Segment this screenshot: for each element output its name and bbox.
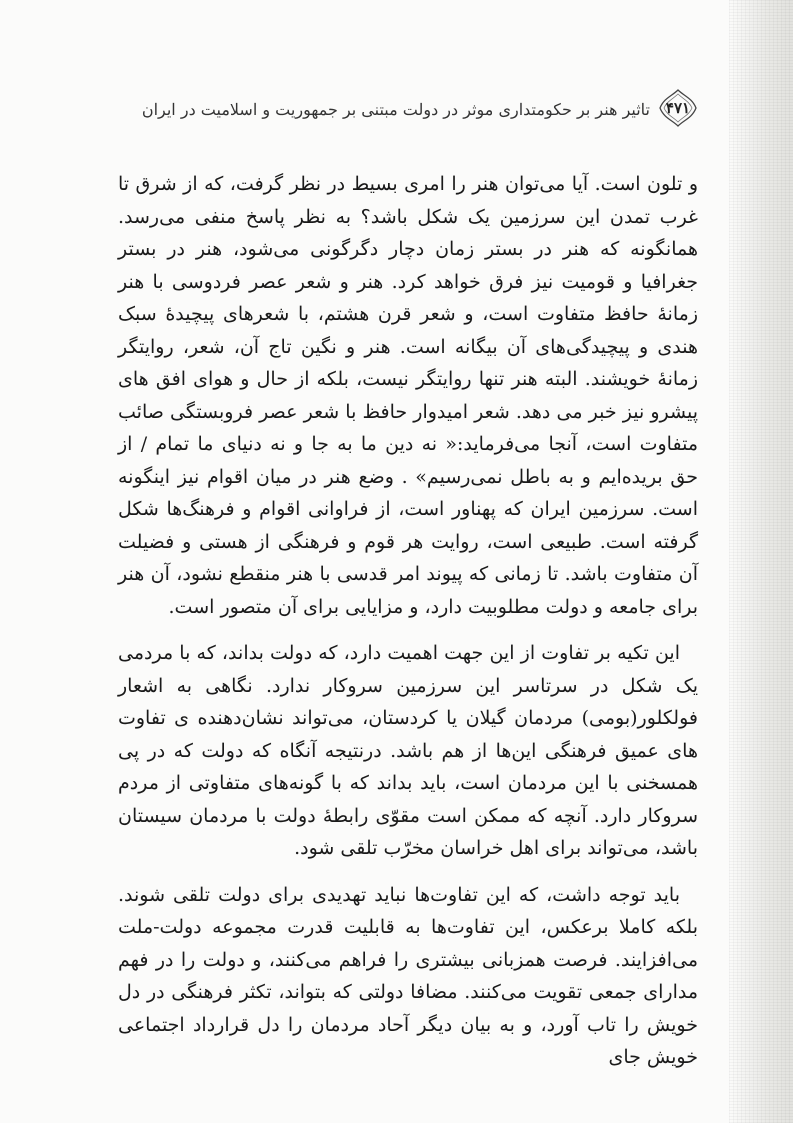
page-number: ۴۷۱ (665, 99, 691, 117)
paragraph: این تکیه بر تفاوت از این جهت اهمیت دارد، که دولت بداند، که با مردمی یک شکل در سرتاسر این سرزمین سروکار ندارد. نگاهی به اشعار فولکلور(بومی) مردمان گیلان یا کردستان، می‌تواند نشان‌دهنده ی تفاوت های عمیق فرهنگی این‌ها از هم باشد. درنتیجه آنگاه که دولت که در پی همسخنی با این مردمان است، باید بداند که با گونه‌های متفاوتی از مردم سروکار دارد. آنچه که ممکن است مقوّی رابطهٔ دولت با مردمان سیستان باشد، می‌تواند برای اهل خراسان مخرّب تلقی شود. (118, 642, 698, 859)
paragraph: باید توجه داشت، که این تفاوت‌ها نباید تهدیدی برای دولت تلقی شوند. بلکه کاملا برعکس، این تفاوت‌ها به قابلیت قدرت مجموعه دولت-ملت می‌افزایند. فرصت همزبانی بیشتری را فراهم می‌کنند، و دولت را در فهم مدارای جمعی تقویت می‌کنند. مضافا دولتی که بتواند، تکثر فرهنگی در دل خویش را تاب آورد، و به بیان دیگر آحاد مردمان را دل قرارداد اجتماعی خویش جای (118, 883, 698, 1068)
page-header (118, 92, 698, 132)
body-text (118, 168, 698, 1088)
paragraph: و تلون است. آیا می‌توان هنر را امری بسیط در نظر گرفت، که از شرق تا غرب تمدن این سرزمین یک شکل باشد؟ به نظر پاسخ منفی می‌رسد. همانگونه که هنر در بستر زمان دچار دگرگونی می‌شود، هنر در بستر جغرافیا و قومیت نیز فرق خواهد کرد. هنر و شعر عصر فردوسی با هنر زمانهٔ حافظ متفاوت است، و شعر قرن هشتم، با شعرهای پیچیدهٔ سبک هندی و پیچیدگی‌های آن بیگانه است. هنر و نگین تاج آن، شعر، روایتگر زمانهٔ خویشند. البته هنر تنها روایتگر نیست، بلکه از حال و هوای افق های پیشرو نیز خبر می دهد. شعر امیدوار حافظ با شعر عصر فروبستگی صائب متفاوت است، آنجا می‌فرماید:« نه دین ما به جا و نه دنیای ما تمام / از حق بریده‌ایم و به باطل نمی‌رسیم» . وضع هنر در میان اقوام نیز اینگونه است. سرزمین ایران که پهناور است، از فراوانی اقوام و فرهنگ‌ها شکل گرفته است. طبیعی است، روایت هر قوم و فرهنگی از هستی و فضیلت آن متفاوت باشد. تا زمانی که پیوند امر قدسی با هنر منقطع نشود، آن هنر برای جامعه و دولت مطلوبیت دارد، و مزایایی برای آن متصور است. (118, 173, 698, 618)
page-number-badge (658, 88, 698, 128)
running-head: تاثیر هنر بر حکومتداری موثر در دولت مبتنی بر جمهوریت و اسلامیت در ایران (141, 100, 650, 119)
scan-edge-texture (729, 0, 793, 1123)
